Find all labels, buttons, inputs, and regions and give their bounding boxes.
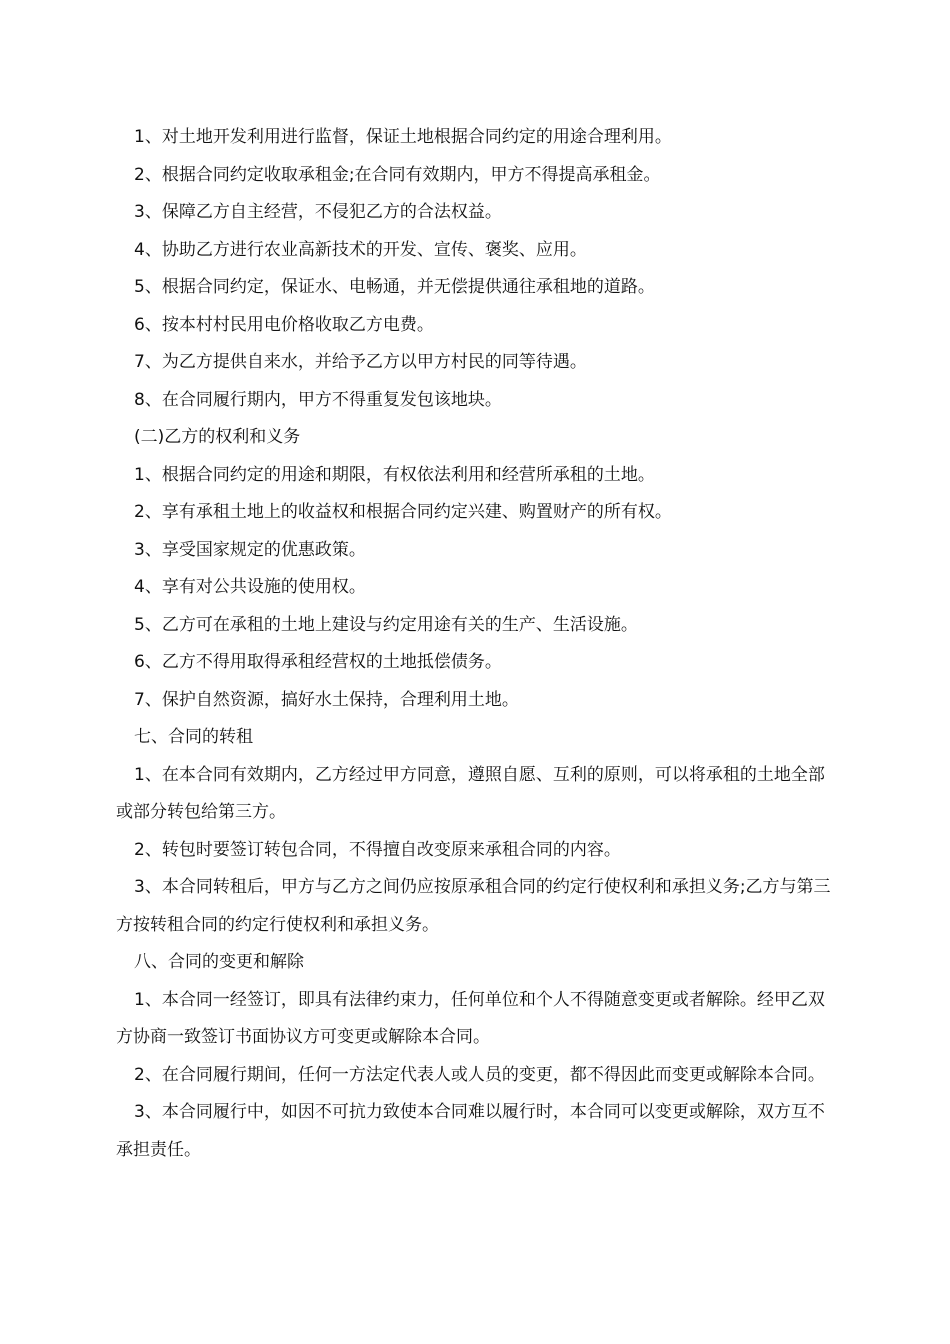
document-body bbox=[116, 119, 836, 1169]
section-heading-change-termination: 八、合同的变更和解除 bbox=[134, 952, 304, 972]
section-heading-party-b-rights: (二)乙方的权利和义务 bbox=[134, 427, 301, 447]
section-heading-sublease: 七、合同的转租 bbox=[134, 727, 253, 747]
clause-change-3: 3、本合同履行中，如因不可抗力致使本合同难以履行时，本合同可以变更或解除，双方互不承担责任。 bbox=[116, 1102, 825, 1160]
clause-party-a-6: 6、按本村村民用电价格收取乙方电费。 bbox=[134, 314, 434, 335]
clause-party-b-6: 6、乙方不得用取得承租经营权的土地抵偿债务。 bbox=[134, 652, 502, 672]
clause-party-a-7: 7、为乙方提供自来水，并给予乙方以甲方村民的同等待遇。 bbox=[134, 352, 587, 372]
clause-sublease-1: 1、在本合同有效期内，乙方经过甲方同意，遵照自愿、互利的原则，可以将承租的土地全部或部分转包给第三方。 bbox=[116, 764, 825, 822]
clause-sublease-3: 3、本合同转租后，甲方与乙方之间仍应按原承租合同的约定行使权利和承担义务;乙方与第三方按转租合同的约定行使权利和承担义务。 bbox=[116, 877, 831, 935]
clause-sublease-2: 2、转包时要签订转包合同，不得擅自改变原来承租合同的内容。 bbox=[134, 839, 621, 860]
clause-party-a-5: 5、根据合同约定，保证水、电畅通，并无偿提供通往承租地的道路。 bbox=[134, 277, 655, 297]
clause-party-a-8: 8、在合同履行期内，甲方不得重复发包该地块。 bbox=[134, 389, 502, 410]
clause-party-a-3: 3、保障乙方自主经营，不侵犯乙方的合法权益。 bbox=[134, 202, 502, 222]
clause-party-b-3: 3、享受国家规定的优惠政策。 bbox=[134, 539, 366, 560]
clause-party-a-4: 4、协助乙方进行农业高新技术的开发、宣传、褒奖、应用。 bbox=[134, 239, 587, 260]
clause-change-1: 1、本合同一经签订，即具有法律约束力，任何单位和个人不得随意变更或者解除。经甲乙双方协商一致签订书面协议方可变更或解除本合同。 bbox=[116, 989, 825, 1047]
clause-party-a-1: 1、对土地开发利用进行监督，保证土地根据合同约定的用途合理利用。 bbox=[134, 127, 672, 147]
clause-party-b-2: 2、享有承租土地上的收益权和根据合同约定兴建、购置财产的所有权。 bbox=[134, 502, 672, 522]
clause-party-b-4: 4、享有对公共设施的使用权。 bbox=[134, 577, 366, 597]
clause-party-a-2: 2、根据合同约定收取承租金;在合同有效期内，甲方不得提高承租金。 bbox=[134, 164, 661, 185]
clause-party-b-5: 5、乙方可在承租的土地上建设与约定用途有关的生产、生活设施。 bbox=[134, 614, 638, 635]
clause-change-2: 2、在合同履行期间，任何一方法定代表人或人员的变更，都不得因此而变更或解除本合同。 bbox=[134, 1064, 825, 1085]
clause-party-b-1: 1、根据合同约定的用途和期限，有权依法利用和经营所承租的土地。 bbox=[134, 464, 655, 485]
clause-party-b-7: 7、保护自然资源，搞好水土保持，合理利用土地。 bbox=[134, 689, 519, 710]
